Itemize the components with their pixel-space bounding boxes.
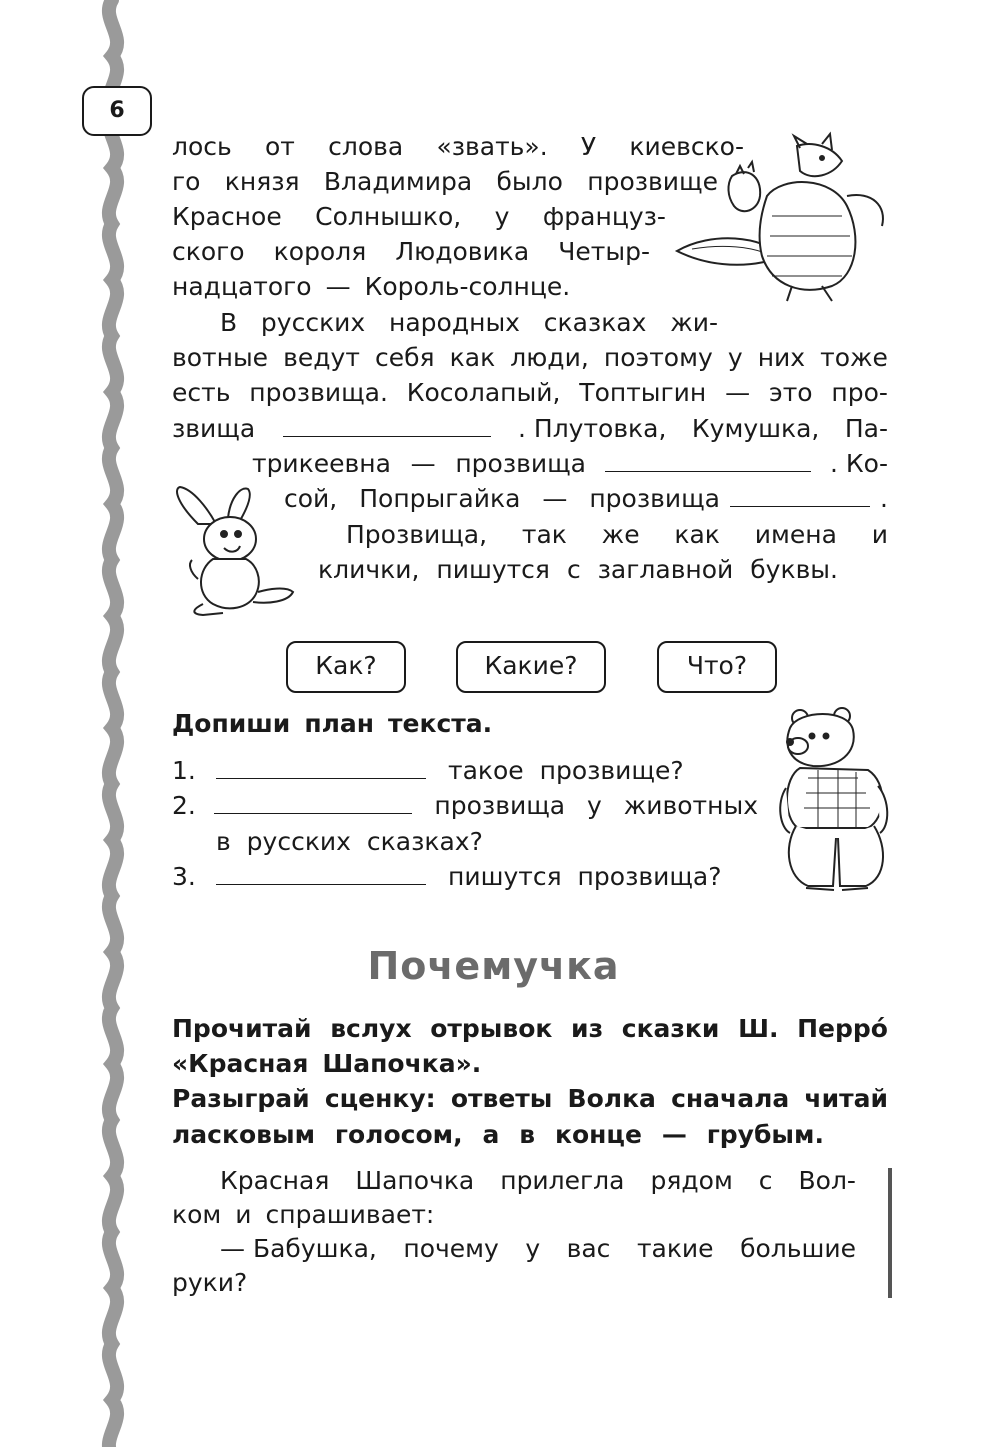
- text-word: Людовика: [395, 237, 530, 266]
- text-word: Допиши: [172, 709, 291, 738]
- text-word: прозвище: [587, 167, 718, 196]
- plan-item-number: 3.: [172, 862, 196, 891]
- story-line: руки?: [172, 1268, 248, 1297]
- plan-item-text: в русских сказках?: [216, 827, 483, 856]
- text-word: сначала: [671, 1084, 790, 1113]
- plan-answer-blank-3[interactable]: [216, 862, 426, 885]
- text-word: трикеевна: [252, 449, 391, 478]
- text-word: и: [871, 520, 888, 549]
- plan-item-3: [172, 862, 772, 892]
- story-line: [220, 1234, 856, 1264]
- text-word: Кумушка,: [691, 414, 820, 443]
- text-word: сценку:: [324, 1084, 436, 1113]
- text-word: ком: [172, 1200, 222, 1229]
- story-line: [220, 1166, 856, 1196]
- text-word: и: [235, 1200, 252, 1229]
- text-line: [318, 555, 838, 585]
- plan-heading: [172, 709, 572, 739]
- instruction-line: [172, 1084, 888, 1114]
- text-line: [284, 484, 888, 514]
- text-word: буквы.: [750, 555, 838, 584]
- text-word: себя: [374, 343, 435, 372]
- plan-answer-blank-2[interactable]: [214, 791, 413, 814]
- text-word: короля: [273, 237, 367, 266]
- text-word: сказки: [621, 1014, 720, 1043]
- text-word: вотные: [172, 343, 269, 372]
- text-word: а: [482, 1120, 500, 1149]
- text-word: князя: [224, 167, 300, 196]
- text-word: грубым.: [706, 1120, 824, 1149]
- text-word: Прочитай: [172, 1014, 312, 1043]
- text-word: прилегла: [500, 1166, 625, 1195]
- text-word: с: [566, 555, 581, 584]
- instruction-line: [172, 1014, 888, 1044]
- text-word: с: [758, 1166, 773, 1195]
- text-word: Шапочка».: [322, 1049, 482, 1078]
- text-word: у: [525, 1234, 541, 1263]
- text-word: Разыграй: [172, 1084, 310, 1113]
- text-word: Перро́: [797, 1014, 888, 1043]
- text-word: . Плутовка,: [518, 414, 667, 443]
- text-word: голосом,: [334, 1120, 463, 1149]
- section-title: Почемучка: [367, 944, 620, 988]
- text-word: вслух: [330, 1014, 412, 1043]
- plan-item-1: [172, 756, 772, 786]
- text-line: [172, 132, 744, 162]
- text-word: У: [580, 132, 597, 161]
- text-word: ответы: [450, 1084, 553, 1113]
- question-word-box-what: Что?: [657, 641, 777, 693]
- text-word: Король-солнце.: [364, 272, 571, 301]
- text-line: [252, 449, 888, 479]
- text-word: го: [172, 167, 201, 196]
- text-word: звища: [172, 414, 256, 443]
- text-word: клички,: [318, 555, 420, 584]
- text-word: Па-: [844, 414, 888, 443]
- wavy-border-decoration: [0, 0, 160, 1447]
- text-line: [172, 343, 888, 373]
- text-word: —: [325, 272, 351, 301]
- text-line: [220, 308, 718, 338]
- text-word: от: [265, 132, 295, 161]
- text-word: поэтому: [603, 343, 713, 372]
- text-word: Ш.: [738, 1014, 779, 1043]
- text-word: у: [494, 202, 510, 231]
- text-word: сой,: [284, 484, 338, 513]
- text-word: у: [727, 343, 743, 372]
- text-line: [172, 378, 888, 408]
- text-word: рядом: [650, 1166, 733, 1195]
- text-word: вас: [566, 1234, 611, 1263]
- text-word: прозвища.: [249, 378, 388, 407]
- instruction-line: [172, 1049, 672, 1079]
- plan-item-text: прозвища у животных: [434, 791, 758, 820]
- text-word: В: [220, 308, 238, 337]
- text-word: —: [725, 378, 751, 407]
- text-word: Прозвища,: [346, 520, 488, 549]
- text-word: Владимира: [323, 167, 473, 196]
- plan-answer-blank-1[interactable]: [216, 756, 426, 779]
- text-word: из: [571, 1014, 604, 1043]
- text-word: Топтыгин: [579, 378, 707, 407]
- text-word: отрывок: [430, 1014, 553, 1043]
- text-word: Вол-: [798, 1166, 856, 1195]
- answer-blank-3[interactable]: [730, 484, 870, 507]
- text-line: [172, 237, 650, 267]
- text-word: конце: [555, 1120, 642, 1149]
- text-word: люди,: [510, 343, 589, 372]
- text-word: «Красная: [172, 1049, 309, 1078]
- text-word: слова: [328, 132, 404, 161]
- text-word: большие: [740, 1234, 856, 1263]
- text-word: них: [757, 343, 806, 372]
- text-word: Четыр-: [558, 237, 650, 266]
- plan-item-text: такое прозвище?: [448, 756, 684, 785]
- text-word: почему: [403, 1234, 499, 1263]
- plan-item-text: пишутся прозвища?: [448, 862, 722, 891]
- text-word: в: [519, 1120, 536, 1149]
- text-word: француз-: [542, 202, 666, 231]
- text-word: Красное: [172, 202, 282, 231]
- text-word: киевско-: [629, 132, 744, 161]
- text-word: есть: [172, 378, 231, 407]
- text-word: заглавной: [597, 555, 734, 584]
- text-word: так: [521, 520, 567, 549]
- text-segment: [284, 484, 720, 514]
- plan-item-2: [172, 791, 772, 821]
- text-line: [172, 272, 612, 302]
- text-word: Солнышко,: [315, 202, 462, 231]
- text-word: лось: [172, 132, 232, 161]
- text-word: пишутся: [436, 555, 550, 584]
- answer-blank-1[interactable]: [283, 414, 491, 437]
- text-word: —: [410, 449, 436, 478]
- excerpt-side-bar: [888, 1168, 892, 1298]
- plan-item-number: 1.: [172, 756, 196, 785]
- text-word: —: [661, 1120, 687, 1149]
- text-word: народных: [388, 308, 520, 337]
- text-word: такие: [636, 1234, 714, 1263]
- text-word: спрашивает:: [265, 1200, 435, 1229]
- text-word: про-: [831, 378, 888, 407]
- text-word: текста.: [388, 709, 493, 738]
- text-word: ского: [172, 237, 245, 266]
- story-line: [172, 1200, 572, 1230]
- text-word: русских: [260, 308, 366, 337]
- text-word: как: [674, 520, 720, 549]
- text-word: как: [449, 343, 496, 372]
- text-word: прозвища: [455, 449, 586, 478]
- text-segment: [252, 449, 586, 479]
- text-word: .: [880, 484, 888, 513]
- text-word: Волка: [567, 1084, 656, 1113]
- text-word: было: [496, 167, 563, 196]
- text-segment: [518, 414, 888, 444]
- answer-blank-2[interactable]: [605, 449, 811, 472]
- text-word: план: [304, 709, 375, 738]
- fox-with-rooster-illustration: [672, 136, 892, 304]
- text-word: это: [768, 378, 813, 407]
- hare-illustration: [168, 484, 300, 616]
- text-word: ведут: [283, 343, 360, 372]
- text-line: [172, 202, 666, 232]
- text-word: Косолапый,: [406, 378, 561, 407]
- text-word: прозвища: [589, 484, 720, 513]
- question-word-box-which: Какие?: [456, 641, 606, 693]
- bear-illustration: [778, 708, 892, 896]
- page-number: 6: [82, 86, 152, 136]
- text-line: [172, 414, 888, 444]
- instruction-line: [172, 1120, 824, 1150]
- text-word: ласковым: [172, 1120, 316, 1149]
- text-word: же: [601, 520, 640, 549]
- text-word: читай: [804, 1084, 888, 1113]
- text-word: . Ко-: [830, 449, 888, 478]
- text-line: [172, 167, 718, 197]
- question-word-box-how: Как?: [286, 641, 406, 693]
- text-word: — Бабушка,: [220, 1234, 377, 1263]
- text-word: Попрыгайка: [359, 484, 521, 513]
- text-word: тоже: [820, 343, 888, 372]
- text-word: жи-: [670, 308, 718, 337]
- text-word: имена: [754, 520, 837, 549]
- plan-item-number: 2.: [172, 791, 196, 820]
- text-word: —: [542, 484, 568, 513]
- text-word: Красная: [220, 1166, 330, 1195]
- text-word: сказках: [543, 308, 647, 337]
- text-word: Шапочка: [355, 1166, 475, 1195]
- plan-item-2-continuation: [216, 827, 616, 857]
- text-line: [346, 520, 888, 550]
- text-word: надцатого: [172, 272, 312, 301]
- text-word: «звать».: [436, 132, 548, 161]
